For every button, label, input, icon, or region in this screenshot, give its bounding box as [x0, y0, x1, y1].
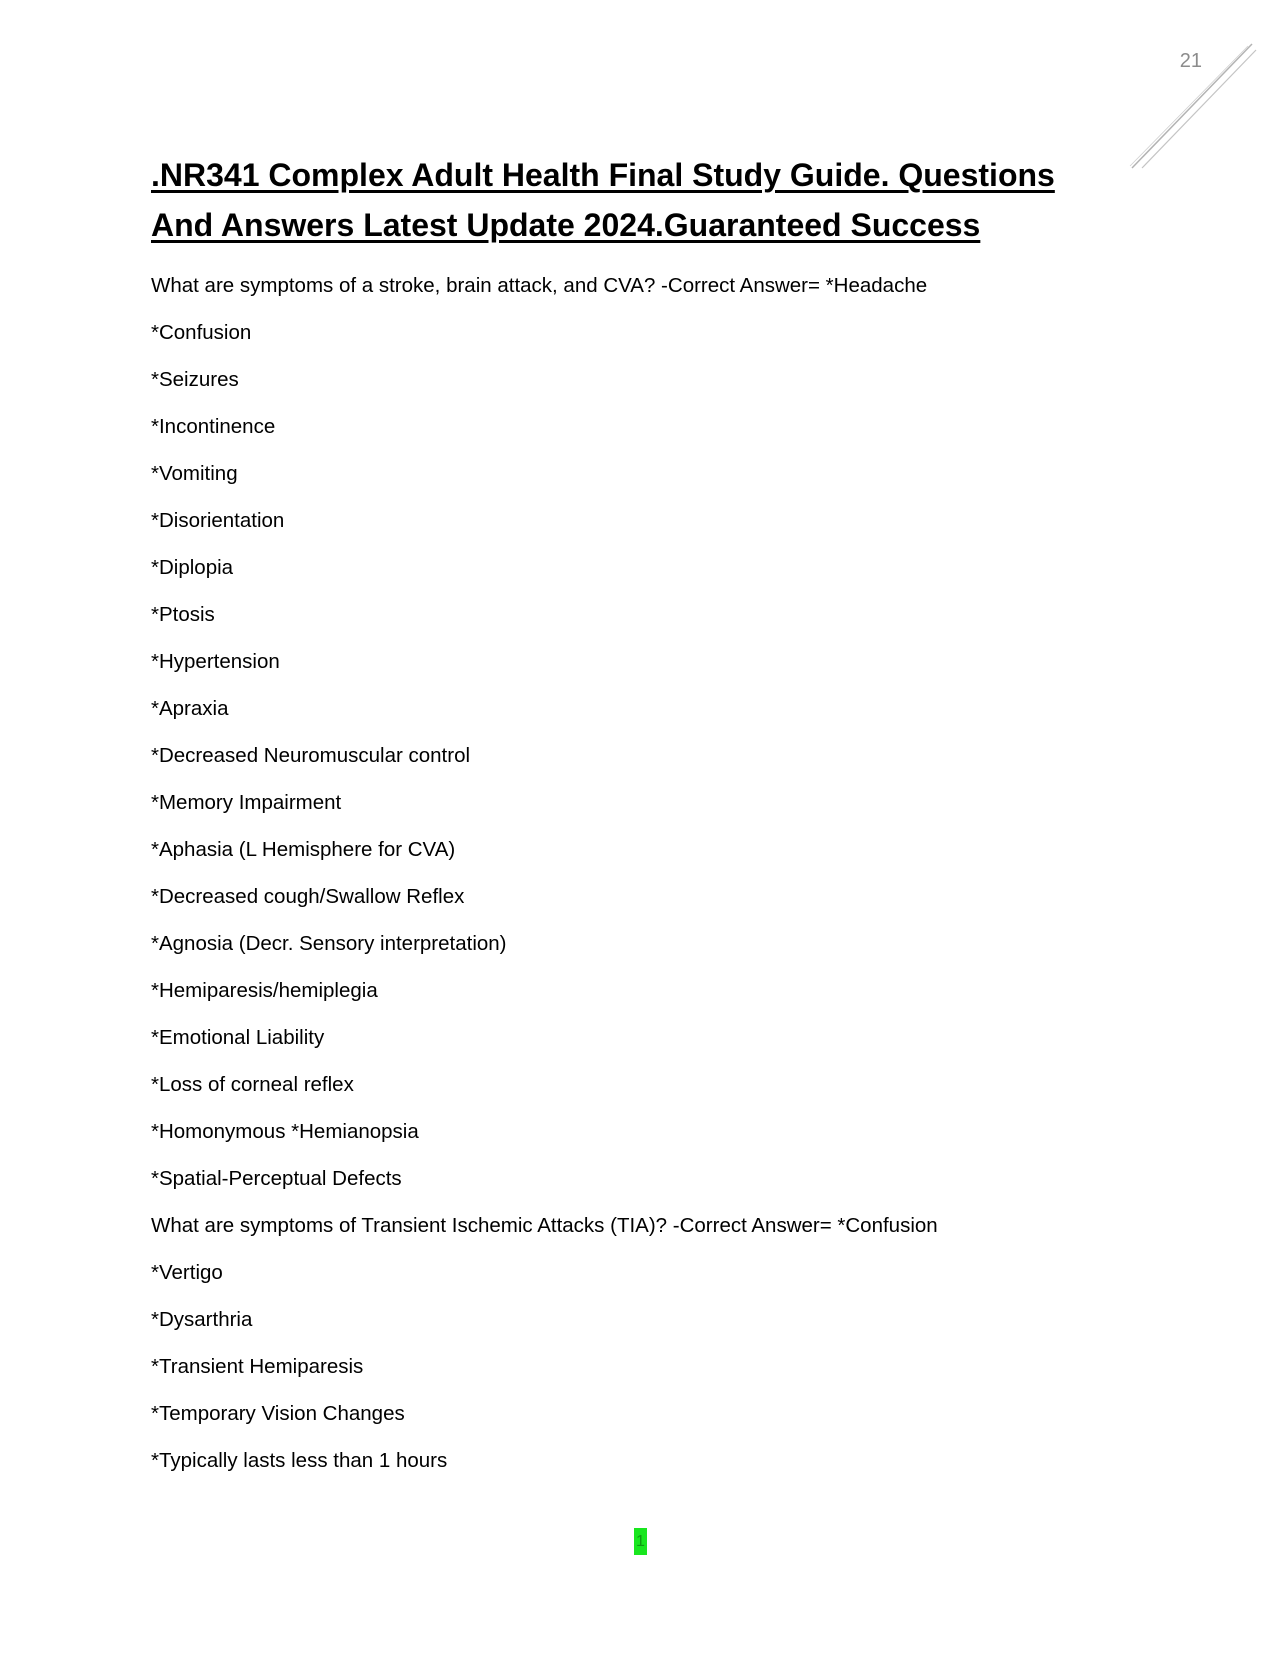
answer-item: *Seizures	[151, 368, 239, 391]
answer-item: *Memory Impairment	[151, 791, 342, 814]
document-lines	[151, 262, 1151, 1484]
question-stroke-symptoms: What are symptoms of a stroke, brain attack, and CVA? -Correct Answer= *Headache	[151, 274, 928, 297]
answer-item: *Incontinence	[151, 415, 276, 438]
answer-item: *Typically lasts less than 1 hours	[151, 1449, 448, 1472]
answer-item: *Diplopia	[151, 556, 234, 579]
title-line-2: And Answers Latest Update 2024.Guaranteed Success	[151, 207, 981, 243]
answer-item: *Vomiting	[151, 462, 238, 485]
footer-page-marker: 1	[634, 1528, 647, 1555]
answer-item: *Agnosia (Decr. Sensory interpretation)	[151, 932, 507, 955]
document-title	[151, 150, 1151, 250]
answer-item: *Ptosis	[151, 603, 215, 626]
answer-item: *Homonymous *Hemianopsia	[151, 1120, 419, 1143]
answer-item: *Hypertension	[151, 650, 280, 673]
title-line-1: .NR341 Complex Adult Health Final Study Guide. Questions	[151, 157, 1055, 193]
answer-item: *Dysarthria	[151, 1308, 253, 1331]
answer-item: *Confusion	[151, 321, 252, 344]
answer-item: *Transient Hemiparesis	[151, 1355, 364, 1378]
answer-item: *Decreased cough/Swallow Reflex	[151, 885, 465, 908]
answer-item: *Decreased Neuromuscular control	[151, 744, 471, 767]
answer-item: *Temporary Vision Changes	[151, 1402, 405, 1425]
answer-item: *Apraxia	[151, 697, 229, 720]
answer-item: *Emotional Liability	[151, 1026, 325, 1049]
answer-item: *Aphasia (L Hemisphere for CVA)	[151, 838, 456, 861]
page-number: 21	[1179, 50, 1202, 72]
answer-item: *Disorientation	[151, 509, 285, 532]
document-body	[151, 150, 1151, 1484]
question-tia-symptoms: What are symptoms of Transient Ischemic Attacks (TIA)? -Correct Answer= *Confusion	[151, 1214, 938, 1237]
answer-item: *Hemiparesis/hemiplegia	[151, 979, 378, 1002]
answer-item: *Loss of corneal reflex	[151, 1073, 354, 1096]
answer-item: *Vertigo	[151, 1261, 223, 1284]
answer-item: *Spatial-Perceptual Defects	[151, 1167, 402, 1190]
